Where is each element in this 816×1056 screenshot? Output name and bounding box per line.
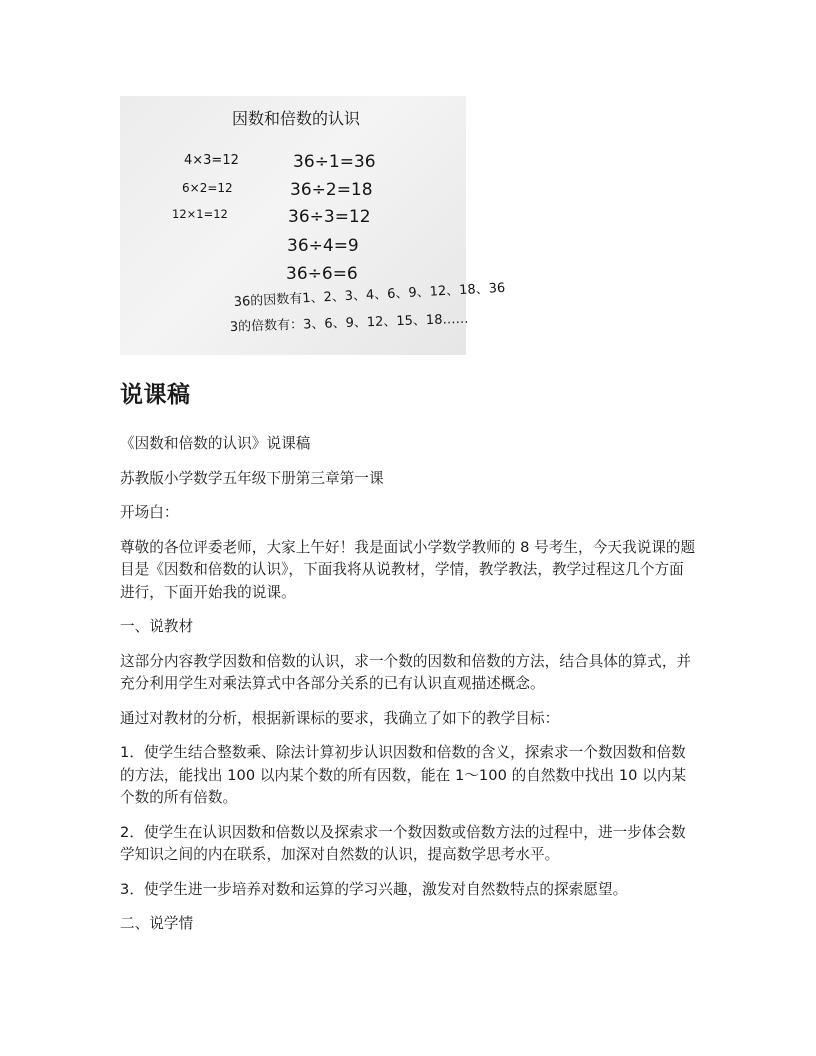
paragraph-textbook-content: 这部分内容教学因数和倍数的认识，求一个数的因数和倍数的方法，结合具体的算式，并充分利用学生对乘法算式中各部分关系的已有认识直观描述概念。 — [120, 652, 692, 692]
photo-multiples-line: 3的倍数有：3、6、9、12、15、18…… — [229, 311, 469, 335]
paragraph-goal-3: 3．使学生进一步培养对数和运算的学习兴趣，激发对自然数特点的探索愿望。 — [120, 880, 628, 898]
paragraph-textbook: 苏教版小学数学五年级下册第三章第一课 — [120, 469, 384, 487]
paragraph-goal-1: 1．使学生结合整数乘、除法计算初步认识因数和倍数的含义，探索求一个数因数和倍数的方法，能找出 100 以内某个数的所有因数，能在 1～100 的自然数中找出 10 以内某个数的所有倍数。 — [120, 744, 687, 806]
paragraph-goals-intro: 通过对教材的分析，根据新课标的要求，我确立了如下的教学目标： — [120, 709, 560, 727]
photo-heading: 因数和倍数的认识 — [232, 109, 361, 128]
photo-factors-line: 36的因数有1、2、3、4、6、9、12、18、36 — [233, 280, 506, 310]
paragraph-opening: 尊敬的各位评委老师，大家上午好！我是面试小学数学教师的 8 号考生，今天我说课的题目是《因数和倍数的认识》，下面我将从说教材，学情，教学教法，教学过程这几个方面进行，下面开始我的说课。 — [120, 538, 696, 601]
photo-right-line-2: 36÷2=18 — [290, 180, 373, 200]
paragraph-doc-title: 《因数和倍数的认识》说课稿 — [120, 435, 311, 452]
photo-left-line-1: 4×3=12 — [184, 153, 239, 168]
photo-right-line-5: 36÷6=6 — [286, 264, 358, 284]
paragraph-opening-label: 开场白： — [120, 504, 179, 521]
document-body — [120, 433, 698, 948]
section-heading-textbook: 一、说教材 — [120, 618, 194, 635]
section-heading-students: 二、说学情 — [120, 915, 194, 932]
photo-right-line-3: 36÷3=12 — [288, 207, 371, 227]
photo-right-line-1: 36÷1=36 — [293, 152, 376, 172]
handwritten-notes-drawing — [120, 96, 506, 355]
paragraph-goal-2: 2．使学生在认识因数和倍数以及探索求一个数因数或倍数方法的过程中，进一步体会数学知识之间的内在联系，加深对自然数的认识，提高数学思考水平。 — [120, 823, 686, 863]
photo-left-line-3: 12×1=12 — [172, 207, 228, 221]
page-title: 说课稿 — [120, 382, 191, 408]
photo-left-line-2: 6×2=12 — [182, 181, 233, 195]
handwritten-notes-photo — [120, 96, 506, 355]
photo-right-line-4: 36÷4=9 — [287, 236, 359, 256]
